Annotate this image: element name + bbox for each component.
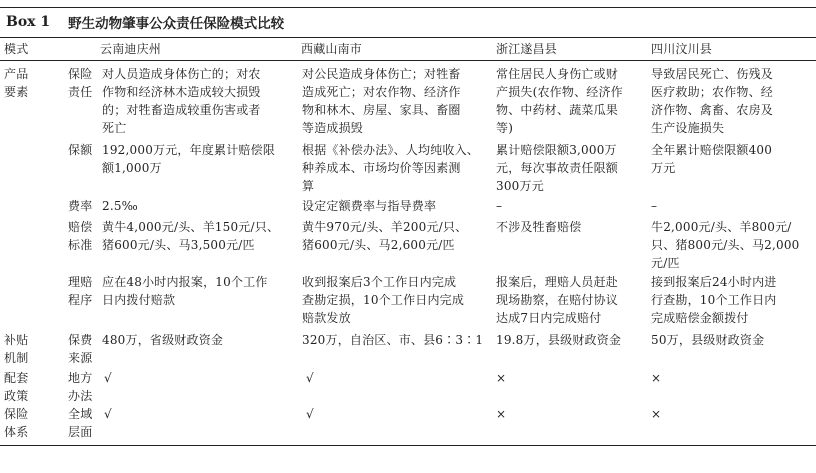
rate-cell-zhejiang: – [496,199,503,213]
section-policy-line1: 配套 [4,371,29,385]
section-insurance-line2: 体系 [4,425,29,439]
row-label-premium-line: 保费 [68,333,93,347]
row-label-amount: 保额 [68,143,93,157]
cell-line: 猪600元/头、马2,600元/匹 [302,238,455,252]
coverage-cell-zhejiang [496,65,623,137]
section-subsidy-line1: 补贴 [4,333,29,347]
section-subsidy-line2: 机制 [4,351,29,365]
header-region-sichuan: 四川汶川县 [651,42,713,56]
row-label-local-line: 办法 [68,389,93,403]
cell-line: 常住居民人身伤亡或财 [496,67,619,81]
procedure-cell-yunnan [102,273,268,309]
cell-line: 等造成损毁 [302,121,364,135]
title-text: 野生动物肇事公众责任保险模式比较 [68,16,285,32]
box-label: Box 1 [6,14,51,30]
row-label-coverage-all-line: 层面 [68,425,93,439]
cell-line: 对人员造成身体伤亡的；对农 [102,67,261,81]
cell-line: 物、中药材、蔬菜瓜果 [496,103,619,117]
row-label-local [68,369,92,405]
cell-line: 根据《补偿办法》、人均纯收入、 [302,143,480,157]
cell-line: 造成死亡；对农作物、经济作 [302,85,461,99]
rate-cell-xizang: 设定定额费率与指导费率 [302,199,437,213]
row-label-standard-line: 赔偿 [68,220,93,234]
coverage-cell-xizang [302,65,461,137]
cell-line: 黄牛4,000元/头、羊150元/只、 [102,220,280,234]
premium-cell-yunnan: 480万，省级财政资金 [102,333,224,347]
standard-cell-xizang [302,218,467,254]
section-insurance-line1: 保险 [4,407,29,421]
cell-line: 死亡 [102,121,127,135]
coverage-cell-sichuan [651,65,773,137]
coverage-cell-yunnan [102,65,261,137]
header-region-yunnan: 云南迪庆州 [100,42,162,56]
amount-cell-xizang [302,141,479,195]
section-product-line2: 要素 [4,85,29,99]
local-check-xizang: √ [306,371,314,385]
cell-line: 生产设施损失 [651,121,725,135]
row-label-coverage [68,65,92,101]
cell-line: 导致居民死亡、伤残及 [651,67,774,81]
row-label-procedure [68,273,92,309]
cell-line: 行查勘，10个工作日内 [651,293,777,307]
row-label-procedure-line: 理赔 [68,275,93,289]
local-cross-sichuan: × [651,371,662,385]
cell-line: 元，每次事故责任限额 [496,161,619,175]
title-rule [0,37,816,38]
row-label-rate: 费率 [68,199,93,213]
coverage-all-cross-zhejiang: × [496,407,507,421]
cell-line: 额1,000万 [102,161,162,175]
cell-line: 作物和经济林木造成较大损毁 [102,85,261,99]
row-label-coverage-all [68,405,92,441]
cell-line: 万元 [651,161,676,175]
premium-cell-xizang: 320万，自治区、市、县6∶3∶1 [302,333,484,347]
cell-line: 元/匹 [651,256,680,270]
cell-line: 报案后，理赔人员赶赴 [496,275,619,289]
cell-line: 完成赔偿金额拨付 [651,311,749,325]
section-product-line1: 产品 [4,67,29,81]
rate-cell-sichuan: – [651,199,658,213]
row-label-coverage-line: 保险 [68,67,93,81]
cell-line: 等) [496,121,514,135]
premium-cell-sichuan: 50万，县级财政资金 [651,333,765,347]
cell-line: 查勘定损，10个工作日内完成 [302,293,465,307]
cell-line: 累计赔偿限额3,000万 [496,143,617,157]
cell-line: 医疗救助；农作物、经 [651,85,774,99]
cell-line: 现场勘察，在赔付协议 [496,293,619,307]
cell-line: 达成7日内完成赔付 [496,311,602,325]
standard-cell-yunnan [102,218,279,254]
cell-line: 只、猪800元/头、马2,000 [651,238,800,252]
coverage-all-check-yunnan: √ [104,407,112,421]
cell-line: 黄牛970元/头、羊200元/只、 [302,220,468,234]
cell-line: 产损失(农作物、经济作 [496,85,623,99]
procedure-cell-zhejiang [496,273,618,327]
cell-line: 算 [302,179,315,193]
cell-line: 日内拨付赔款 [102,293,176,307]
row-label-coverage-all-line: 全域 [68,407,93,421]
row-label-premium [68,331,92,367]
header-region-zhejiang: 浙江遂昌县 [496,42,558,56]
cell-line: 种养成本、市场均价等因素测 [302,161,461,175]
row-label-coverage-line: 责任 [68,85,93,99]
procedure-cell-sichuan [651,273,776,327]
procedure-cell-xizang [302,273,464,327]
row-label-standard-line: 标准 [68,238,93,252]
cell-line: 全年累计赔偿限额400 [651,143,773,157]
row-label-premium-line: 来源 [68,351,93,365]
row-label-procedure-line: 程序 [68,293,93,307]
amount-cell-sichuan [651,141,772,177]
row-label-local-line: 地方 [68,371,93,385]
header-region-xizang: 西藏山南市 [301,42,363,56]
standard-cell-zhejiang [496,218,581,236]
cell-line: 赔款发放 [302,311,351,325]
cell-line: 应在48小时内报案，10个工作 [102,275,268,289]
cell-line: 对公民造成身体伤亡；对牲畜 [302,67,461,81]
coverage-all-cross-sichuan: × [651,407,662,421]
cell-line: 接到报案后24小时内进 [651,275,777,289]
cell-line: 济作物、禽畜、农房及 [651,103,774,117]
section-policy-line2: 政策 [4,389,29,403]
standard-cell-sichuan [651,218,800,272]
premium-cell-zhejiang: 19.8万，县级财政资金 [496,333,622,347]
cell-line: 收到报案后3个工作日内完成 [302,275,457,289]
cell-line: 300万元 [496,179,544,193]
box-title [6,11,284,33]
cell-line: 猪600元/头、马3,500元/匹 [102,238,255,252]
bottom-rule [0,445,816,446]
amount-cell-zhejiang [496,141,618,195]
header-mode: 模式 [4,42,29,56]
rate-cell-yunnan: 2.5‰ [102,199,138,213]
coverage-all-check-xizang: √ [306,407,314,421]
cell-line: 牛2,000元/头、羊800元/ [651,220,792,234]
cell-line: 物和林木、房屋、家具、畜圈 [302,103,461,117]
top-rule [0,7,816,8]
local-check-yunnan: √ [104,371,112,385]
header-rule [0,60,816,61]
row-label-standard [68,218,92,254]
local-cross-zhejiang: × [496,371,507,385]
cell-line: 不涉及牲畜赔偿 [496,220,582,234]
cell-line: 192,000万元，年度累计赔偿限 [102,143,276,157]
cell-line: 的；对牲畜造成较重伤害或者 [102,103,261,117]
amount-cell-yunnan [102,141,275,177]
